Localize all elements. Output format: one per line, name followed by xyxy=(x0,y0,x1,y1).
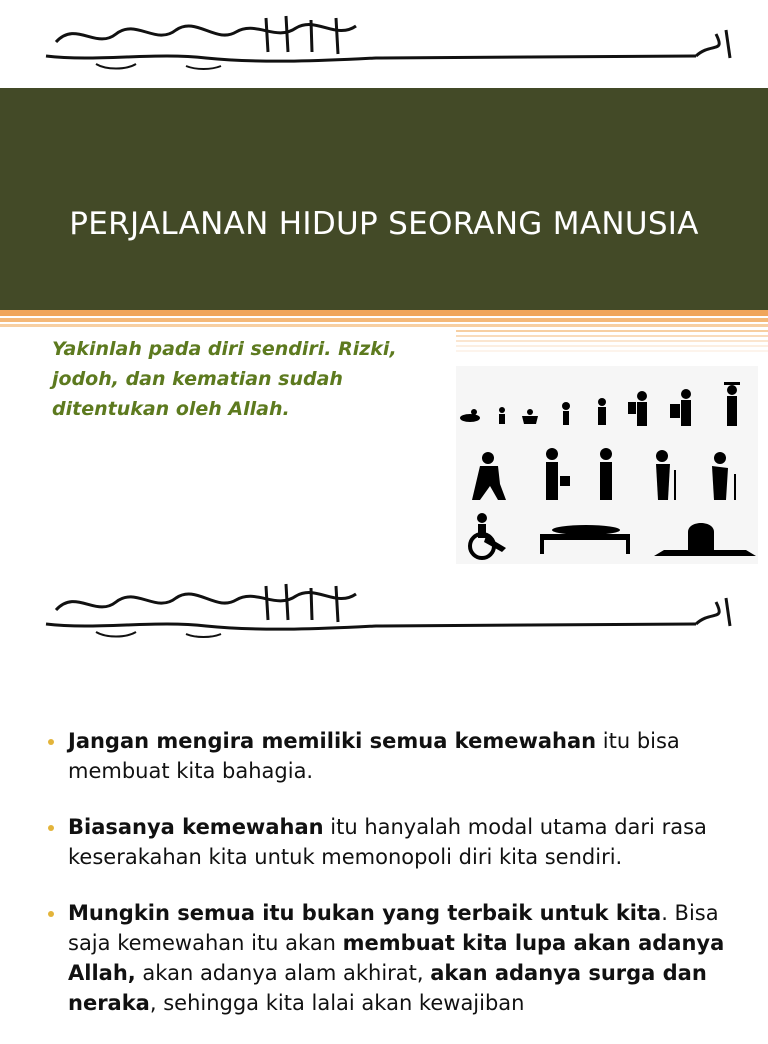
bullet-item xyxy=(46,812,736,872)
bullet-text: itu hanyalah modal utama dari rasa keserakahan kita untuk memonopoli diri kita sendiri. xyxy=(68,815,707,869)
bullet-bold-text: Jangan mengira memiliki semua kemewahan xyxy=(68,729,597,753)
bullet-bold-text: Biasanya kemewahan xyxy=(68,815,324,839)
bullet-text: . Bisa saja kemewahan itu akan xyxy=(68,901,719,955)
bullet-bold-text: Mungkin semua itu bukan yang terbaik untuk kita xyxy=(68,901,662,925)
bullet-item xyxy=(46,898,736,1018)
bullet-text: itu bisa membuat kita bahagia. xyxy=(68,729,680,783)
quote-text: Yakinlah pada diri sendiri. Rizki, jodoh, dan kematian sudah ditentukan oleh Allah. xyxy=(52,338,397,420)
title-banner xyxy=(0,88,768,310)
bullet-item xyxy=(46,726,736,786)
bullet-text: , sehingga kita lalai akan kewajiban xyxy=(149,991,525,1015)
calligraphy-text: بسم الله الرحمن الرحيم xyxy=(46,70,56,71)
bismillah-calligraphy xyxy=(36,12,736,72)
slide-title: PERJALANAN HIDUP SEORANG MANUSIA xyxy=(69,206,699,242)
bullet-bold-text: membuat kita lupa akan adanya Allah, xyxy=(68,931,725,985)
bullet-text: akan adanya alam akhirat, xyxy=(135,961,431,985)
bullet-list xyxy=(46,726,736,1044)
bullet-bold-text: akan adanya surga dan neraka xyxy=(68,961,707,1015)
bismillah-calligraphy-2 xyxy=(36,580,736,640)
life-stages-image xyxy=(456,366,758,564)
